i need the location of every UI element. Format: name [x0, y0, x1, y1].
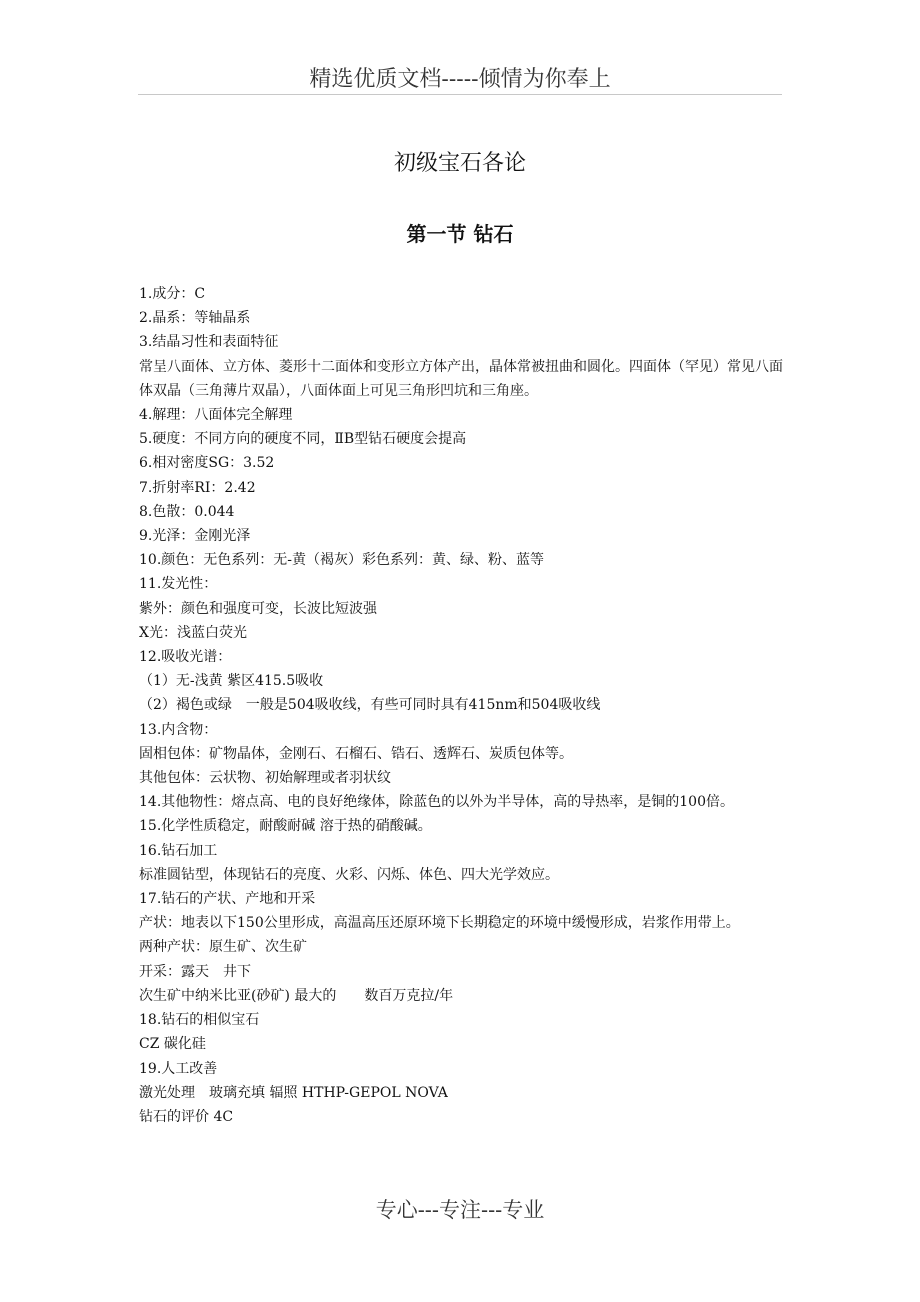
- body-line: 紫外：颜色和强度可变，长波比短波强: [139, 600, 377, 617]
- body-line: （1）无-浅黄 紫区415.5吸收: [139, 673, 324, 690]
- body-line: 16.钻石加工: [139, 842, 218, 859]
- body-line: 常呈八面体、立方体、菱形十二面体和变形立方体产出，晶体常被扭曲和圆化。四面体（罕见）常见八面体双晶（三角薄片双晶），八面体面上可见三角形凹坑和三角座。: [139, 358, 783, 399]
- body-line: 18.钻石的相似宝石: [139, 1012, 260, 1029]
- body-line: 2.晶系：等轴晶系: [139, 310, 251, 327]
- page-header: 精选优质文档-----倾情为你奉上: [309, 67, 611, 92]
- body-line: 3.结晶习性和表面特征: [139, 334, 279, 351]
- body-line: （2）褐色或绿 一般是504吸收线，有些可同时具有415nm和504吸收线: [139, 697, 601, 714]
- body-line: 8.色散：0.044: [139, 503, 235, 520]
- document-title: 初级宝石各论: [393, 151, 526, 176]
- body-line: 其他包体：云状物、初始解理或者羽状纹: [139, 770, 391, 787]
- body-line: 19.人工改善: [139, 1060, 218, 1077]
- body-line: 两种产状：原生矿、次生矿: [139, 939, 307, 956]
- body-line: 钻石的评价 4C: [139, 1108, 234, 1125]
- body-line: X光：浅蓝白荧光: [139, 624, 247, 641]
- body-line: 激光处理 玻璃充填 辐照 HTHP-GEPOL NOVA: [139, 1084, 448, 1101]
- body-line: 13.内含物：: [139, 721, 218, 738]
- body-line: 固相包体：矿物晶体，金刚石、石榴石、锆石、透辉石、炭质包体等。: [139, 745, 573, 762]
- body-line: 7.折射率RI：2.42: [139, 479, 256, 496]
- document-body: [139, 282, 785, 1129]
- body-line: 17.钻石的产状、产地和开采: [139, 891, 316, 908]
- body-line: 12.吸收光谱：: [139, 649, 232, 666]
- body-line: 1.成分：C: [139, 286, 206, 302]
- page-footer: 专心---专注---专业: [375, 1198, 545, 1222]
- body-line: 6.相对密度SG：3.52: [139, 455, 275, 472]
- body-line: 15.化学性质稳定，耐酸耐碱 溶于热的硝酸碱。: [139, 818, 432, 835]
- body-line: CZ 碳化硅: [139, 1036, 206, 1053]
- body-line: 4.解理：八面体完全解理: [139, 407, 293, 424]
- body-line: 产状：地表以下150公里形成，高温高压还原环境下长期稳定的环境中缓慢形成，岩浆作用带上。: [139, 915, 740, 932]
- body-line: 开采：露天 井下: [139, 963, 251, 980]
- body-line: 5.硬度：不同方向的硬度不同，ⅡB型钻石硬度会提高: [139, 431, 467, 448]
- body-line: 9.光泽：金刚光泽: [139, 528, 251, 545]
- body-line: 标准圆钻型，体现钻石的亮度、火彩、闪烁、体色、四大光学效应。: [139, 866, 559, 883]
- body-line: 14.其他物性：熔点高、电的良好绝缘体，除蓝色的以外为半导体，高的导热率，是铜的100倍。: [139, 794, 734, 811]
- body-line: 10.颜色：无色系列：无-黄（褐灰）彩色系列：黄、绿、粉、蓝等: [139, 552, 544, 569]
- section-title: 第一节 钻石: [406, 222, 514, 246]
- header-divider: [138, 94, 782, 95]
- body-line: 次生矿中纳米比亚(砂矿) 最大的 数百万克拉/年: [139, 987, 454, 1004]
- body-line: 11.发光性：: [139, 576, 218, 593]
